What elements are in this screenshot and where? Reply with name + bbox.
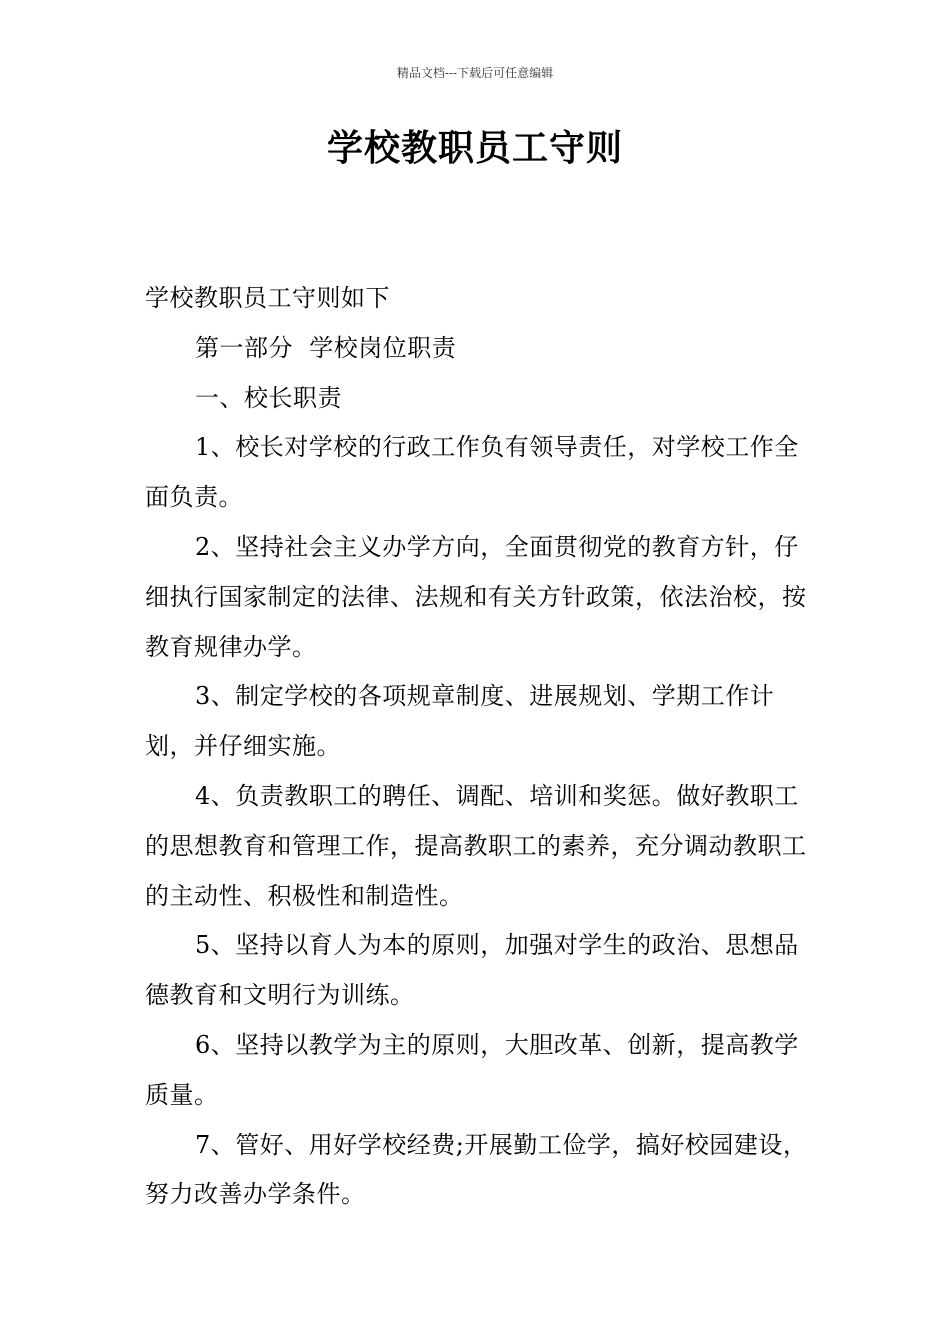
header-note: 精品文档---下载后可任意编辑 bbox=[396, 66, 554, 80]
paragraph-item-6: 6、坚持以教学为主的原则，大胆改革、创新，提高教学质量。 bbox=[145, 1030, 799, 1109]
paragraph-item-4: 4、负责教职工的聘任、调配、培训和奖惩。做好教职工的思想教育和管理工作，提高教职工的素养，充分调动教职工的主动性、积极性和制造性。 bbox=[145, 781, 807, 910]
intro-line: 学校教职员工守则如下 bbox=[145, 284, 390, 312]
paragraph-item-2: 2、坚持社会主义办学方向，全面贯彻党的教育方针，仔细执行国家制定的法律、法规和有关方针政策，依法治校，按教育规律办学。 bbox=[145, 532, 807, 661]
document-title: 学校教职员工守则 bbox=[326, 128, 623, 169]
paragraph-item-1: 1、校长对学校的行政工作负有领导责任，对学校工作全面负责。 bbox=[145, 433, 799, 512]
paragraph-item-5: 5、坚持以育人为本的原则，加强对学生的政治、思想品德教育和文明行为训练。 bbox=[145, 931, 799, 1010]
document-body bbox=[145, 274, 809, 1220]
part-heading: 第一部分 学校岗位职责 bbox=[195, 333, 457, 362]
section-heading: 一、校长职责 bbox=[195, 383, 342, 412]
paragraph-item-3: 3、制定学校的各项规章制度、进展规划、学期工作计划，并仔细实施。 bbox=[145, 682, 775, 761]
paragraph-item-7: 7、管好、用好学校经费;开展勤工俭学，搞好校园建设，努力改善办学条件。 bbox=[145, 1130, 808, 1209]
